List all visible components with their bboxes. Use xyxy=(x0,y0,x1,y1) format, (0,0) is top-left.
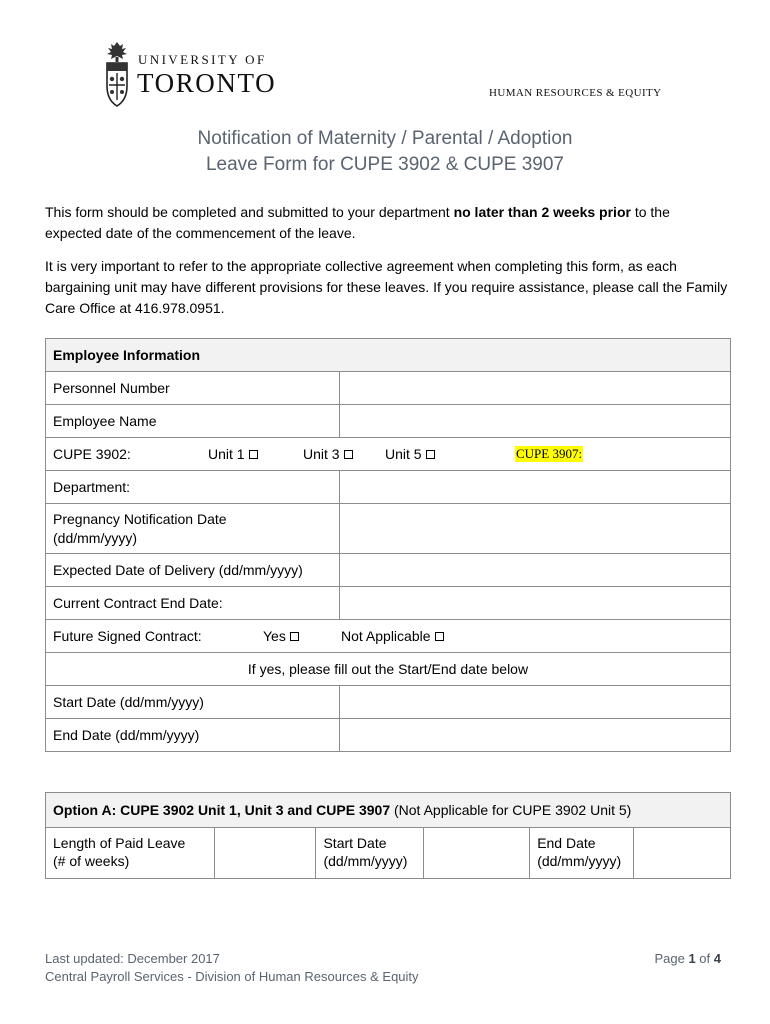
not-applicable-checkbox[interactable] xyxy=(435,632,444,641)
form-title-line2: Leave Form for CUPE 3902 & CUPE 3907 xyxy=(205,154,564,175)
employee-name-field[interactable] xyxy=(339,405,730,438)
future-contract-na-option[interactable] xyxy=(341,628,444,644)
bargaining-unit-row xyxy=(46,438,731,471)
unit1-checkbox[interactable] xyxy=(249,450,258,459)
personnel-number-field[interactable] xyxy=(339,372,730,405)
department-field[interactable] xyxy=(339,471,730,504)
pregnancy-date-label-line2: (dd/mm/yyyy) xyxy=(53,529,137,546)
yes-checkbox[interactable] xyxy=(290,632,299,641)
expected-delivery-label: Expected Date of Delivery (dd/mm/yyyy) xyxy=(46,554,340,587)
page-prefix: Page xyxy=(654,951,689,966)
paid-leave-length-label xyxy=(46,828,215,879)
last-updated-text: Last updated: December 2017 xyxy=(45,951,220,966)
pregnancy-date-label-line1: Pregnancy Notification Date xyxy=(53,510,227,527)
paid-leave-length-field[interactable] xyxy=(214,828,316,879)
page-footer xyxy=(45,950,731,986)
division-text: Central Payroll Services - Division of Human Resources & Equity xyxy=(45,969,419,984)
university-name: TORONTO xyxy=(137,68,277,98)
option-a-start-date-field[interactable] xyxy=(424,828,530,879)
intro-paragraph-agreement: It is very important to refer to the appropriate collective agreement when completing this form, as each bargaining unit may have different provisions for these leaves. If you require assistance, please call the Family Care Office at 416.978.0951. xyxy=(45,258,728,316)
yes-label: Yes xyxy=(263,628,286,644)
unit5-option[interactable] xyxy=(385,446,515,462)
not-applicable-label: Not Applicable xyxy=(341,628,431,644)
paid-leave-length-line1: Length of Paid Leave xyxy=(53,835,186,851)
contract-end-label: Current Contract End Date: xyxy=(46,587,340,620)
option-a-heading xyxy=(46,793,731,828)
intro-paragraph-deadline xyxy=(45,202,730,244)
start-date-field[interactable] xyxy=(339,686,730,719)
page-total: 4 xyxy=(713,951,721,966)
option-a-start-line1: Start Date xyxy=(323,835,387,851)
intro-text-after: to the expected date of the commencement of the leave. xyxy=(45,204,670,241)
start-date-label: Start Date (dd/mm/yyyy) xyxy=(46,686,340,719)
department-label: Department: xyxy=(46,471,340,504)
unit5-checkbox[interactable] xyxy=(426,450,435,459)
employee-name-label: Employee Name xyxy=(46,405,340,438)
cupe3902-label: CUPE 3902: xyxy=(53,446,131,462)
if-yes-note: If yes, please fill out the Start/End date below xyxy=(46,653,731,686)
university-crest-logo xyxy=(103,40,131,108)
unit3-option[interactable] xyxy=(303,446,385,462)
unit3-checkbox[interactable] xyxy=(344,450,353,459)
contract-end-field[interactable] xyxy=(339,587,730,620)
pregnancy-notification-date-field[interactable] xyxy=(339,504,730,554)
option-a-table xyxy=(45,792,731,879)
pregnancy-notification-date-label xyxy=(46,504,340,554)
option-a-end-line2: (dd/mm/yyyy) xyxy=(537,853,622,869)
employee-information-table xyxy=(45,338,731,752)
form-title-line1: Notification of Maternity / Parental / Adoption xyxy=(197,128,573,149)
unit1-label: Unit 1 xyxy=(208,446,245,462)
option-a-heading-note: (Not Applicable for CUPE 3902 Unit 5) xyxy=(390,802,632,818)
employee-information-heading: Employee Information xyxy=(46,339,731,372)
expected-delivery-field[interactable] xyxy=(339,554,730,587)
future-contract-yes-option[interactable] xyxy=(263,628,341,644)
intro-deadline-bold: no later than 2 weeks prior xyxy=(453,204,631,220)
form-title xyxy=(0,126,770,178)
paid-leave-length-line2: (# of weeks) xyxy=(53,853,130,869)
university-of-text: UNIVERSITY OF xyxy=(138,52,267,67)
option-a-end-date-field[interactable] xyxy=(634,828,731,879)
option-a-end-line1: End Date xyxy=(537,835,596,851)
end-date-label: End Date (dd/mm/yyyy) xyxy=(46,719,340,752)
future-contract-row xyxy=(46,620,731,653)
option-a-heading-bold: Option A: CUPE 3902 Unit 1, Unit 3 and CUPE 3907 xyxy=(53,802,391,818)
unit5-label: Unit 5 xyxy=(385,446,422,462)
option-a-end-date-label xyxy=(530,828,634,879)
end-date-field[interactable] xyxy=(339,719,730,752)
department-name: HUMAN RESOURCES & EQUITY xyxy=(489,87,662,99)
future-contract-label: Future Signed Contract: xyxy=(53,628,202,644)
option-a-start-date-label xyxy=(316,828,424,879)
unit1-option[interactable] xyxy=(208,446,303,462)
page-header xyxy=(0,0,770,118)
page-of: of xyxy=(695,951,714,966)
page-current: 1 xyxy=(688,951,696,966)
personnel-number-label: Personnel Number xyxy=(46,372,340,405)
option-a-start-line2: (dd/mm/yyyy) xyxy=(323,853,408,869)
page-number xyxy=(654,950,721,968)
intro-text-before: This form should be completed and submitted to your department xyxy=(45,204,454,220)
cupe3907-label: CUPE 3907: xyxy=(516,446,583,461)
unit3-label: Unit 3 xyxy=(303,446,340,462)
